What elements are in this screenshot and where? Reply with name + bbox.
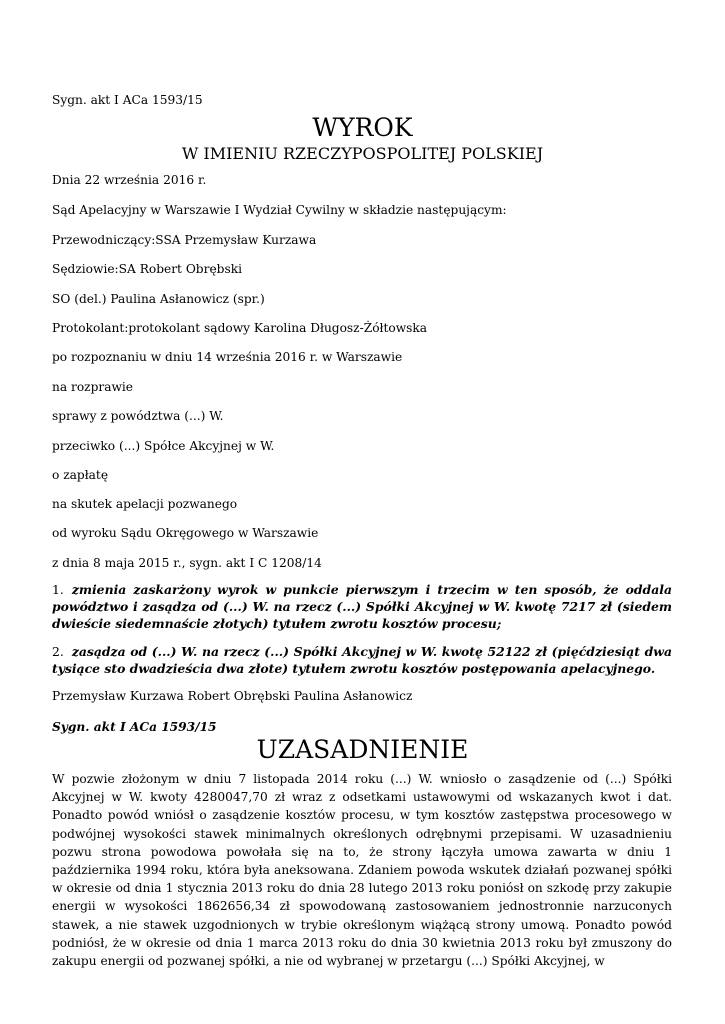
intro-line-plaintiff: sprawy z powództwa (...) W. (52, 409, 224, 423)
intro-line-clerk: Protokolant:protokolant sądowy Karolina Długosz-Żółtowska (52, 321, 428, 335)
intro-line-delegated-judge: SO (del.) Paulina Asłanowicz (spr.) (52, 292, 265, 306)
intro-line-hearing: na rozprawie (52, 380, 134, 394)
judgment-subtitle: W IMIENIU RZECZYPOSPOLITEJ POLSKIEJ (181, 144, 544, 163)
intro-line-date: Dnia 22 września 2016 r. (52, 173, 207, 187)
signature-bottom: Sygn. akt I ACa 1593/15 (52, 720, 217, 734)
ruling-number: 1. (52, 582, 64, 597)
justification-paragraph: W pozwie złożonym w dniu 7 listopada 2014 roku (...) W. wniosło o zasądzenie od (...) Spółki Akcyjnej w W. kwoty 4280047,70 zł wraz z odsetkami ustawowymi od wskazanych kwot i dat. Ponadto powód wniósł o zasądzenie kosztów procesu, w tym kosztów zastępstwa procesowego w podwójnej wysokości stawek minimalnych określonych odrębnymi przepisami. W uzasadnieniu pozwu strona powodowa powołała się na to, że strony łączyła umowa zawarta w dniu 1 października 1994 roku, która była aneksowana. Zdaniem powoda wskutek działań pozwanej spółki w okresie od dnia 1 stycznia 2013 roku do dnia 28 lutego 2013 roku poniósł on szkodę przy zakupie energii w wysokości 1862656,34 zł spowodowaną zastosowaniem jednostronnie narzuconych stawek, a nie stawek uzgodnionych w trybie określonym wiążącą strony umową. Ponadto powód podniósł, że w okresie od dnia 1 marca 2013 roku do dnia 30 kwietnia 2013 roku był zmuszony do zakupu energii od pozwanej spółki, a nie od wybranej w przetargu (...) Spółki Akcyjnej, w (52, 772, 672, 969)
intro-line-subject: o zapłatę (52, 468, 109, 482)
justification-title: UZASADNIENIE (256, 735, 469, 764)
ruling-number: 2. (52, 644, 64, 659)
intro-line-presiding: Przewodniczący:SSA Przemysław Kurzawa (52, 233, 317, 247)
ruling-item-2 (52, 643, 672, 677)
intro-line-hearing-date: po rozpoznaniu w dniu 14 września 2016 r. w Warszawie (52, 350, 403, 364)
intro-line-lower-court-date: z dnia 8 maja 2015 r., sygn. akt I C 1208/14 (52, 556, 322, 570)
intro-line-judges: Sędziowie:SA Robert Obrębski (52, 262, 242, 276)
ruling-text: zasądza od (...) W. na rzecz (...) Spółki Akcyjnej w W. kwotę 52122 zł (pięćdziesiąt dwa tysiące sto dwadzieścia dwa złote) tytułem zwrotu kosztów postępowania apelacyjnego. (52, 644, 672, 676)
signature-top: Sygn. akt I ACa 1593/15 (52, 93, 203, 107)
ruling-text: zmienia zaskarżony wyrok w punkcie pierwszym i trzecim w ten sposób, że oddala powództwo i zasądza od (...) W. na rzecz (...) Spółki Akcyjnej w W. kwotę 7217 zł (siedem dwieście siedemnaście złotych) tytułem zwrotu kosztów procesu; (52, 582, 672, 631)
ruling-item-1 (52, 581, 672, 632)
intro-line-appeal: na skutek apelacji pozwanego (52, 497, 238, 511)
intro-line-lower-court: od wyroku Sądu Okręgowego w Warszawie (52, 526, 319, 540)
judges-signatures: Przemysław Kurzawa Robert Obrębski Paulina Asłanowicz (52, 689, 413, 703)
judgment-title: WYROK (312, 113, 413, 142)
intro-line-defendant: przeciwko (...) Spółce Akcyjnej w W. (52, 439, 275, 453)
intro-line-court: Sąd Apelacyjny w Warszawie I Wydział Cywilny w składzie następującym: (52, 203, 507, 217)
